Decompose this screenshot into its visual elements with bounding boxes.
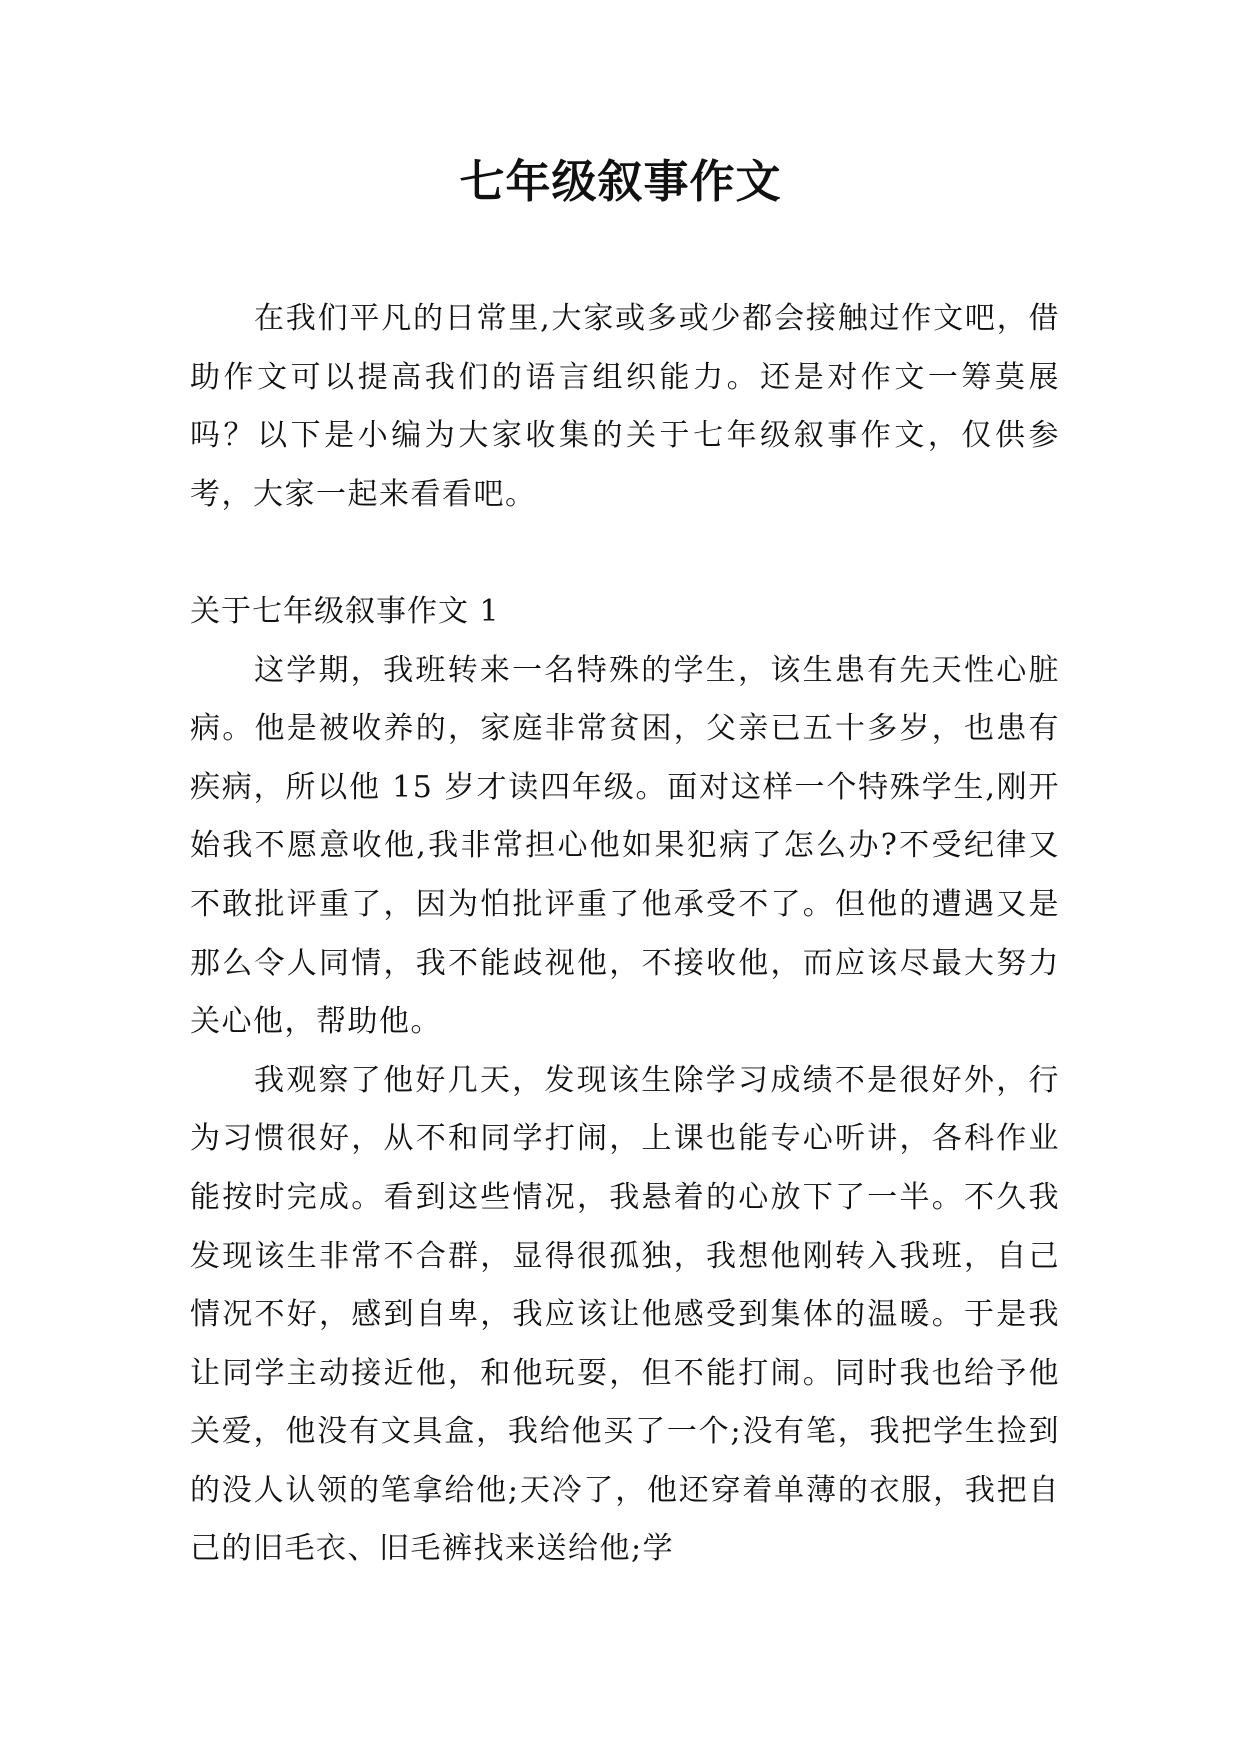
intro-paragraph: 在我们平凡的日常里,大家或多或少都会接触过作文吧，借助作文可以提高我们的语言组织能力。还是对作文一筹莫展吗？以下是小编为大家收集的关于七年级叙事作文，仅供参考，大家一起来看看吧。 [190, 301, 1060, 512]
document-body [190, 290, 1060, 1579]
body-paragraph-2: 我观察了他好几天，发现该生除学习成绩不是很好外，行为习惯很好，从不和同学打闹，上课也能专心听讲，各科作业能按时完成。看到这些情况，我悬着的心放下了一半。不久我发现该生非常不合群，显得很孤独，我想他刚转入我班，自己情况不好，感到自卑，我应该让他感受到集体的温暖。于是我让同学主动接近他，和他玩耍，但不能打闹。同时我也给予他关爱，他没有文具盒，我给他买了一个;没有笔，我把学生捡到的没人认领的笔拿给他;天冷了，他还穿着单薄的衣服，我把自己的旧毛衣、旧毛裤找来送给他;学 [190, 1062, 1060, 1567]
body-paragraph-1: 这学期，我班转来一名特殊的学生，该生患有先天性心脏病。他是被收养的，家庭非常贫困，父亲已五十多岁，也患有疾病，所以他 15 岁才读四年级。面对这样一个特殊学生,刚开始我不愿意收他,我非常担心他如果犯病了怎么办?不受纪律又不敢批评重了，因为怕批评重了他承受不了。但他的遭遇又是那么令人同情，我不能歧视他，不接收他，而应该尽最大努力关心他，帮助他。 [190, 652, 1060, 1040]
section-heading: 关于七年级叙事作文 1 [190, 593, 500, 629]
document-title: 七年级叙事作文 [459, 155, 782, 208]
